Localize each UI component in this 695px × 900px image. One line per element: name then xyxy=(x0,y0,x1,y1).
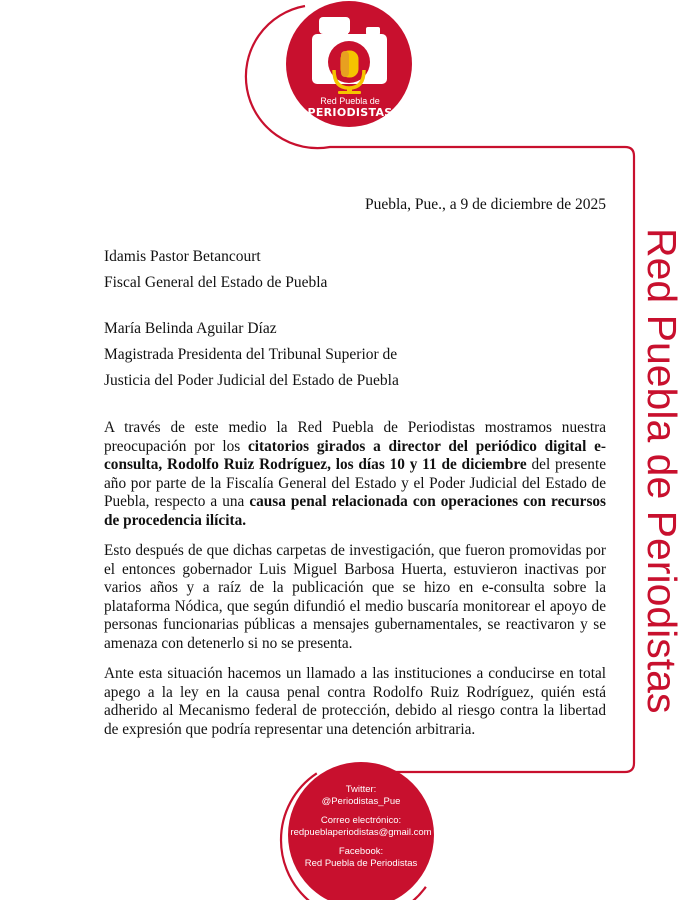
recipient-2-name: María Belinda Aguilar Díaz xyxy=(104,320,277,337)
footer-contact-block xyxy=(286,784,436,869)
recipient-2 xyxy=(104,319,606,390)
vertical-brand-title xyxy=(636,228,686,714)
paragraph-1-bold-b: causa penal relacionada con operaciones con recursos de procedencia ilícita. xyxy=(104,493,607,529)
facebook-link[interactable]: Red Puebla de Periodistas xyxy=(304,857,418,869)
email-label: Correo electrónico: xyxy=(320,815,402,826)
paragraph-2: Esto después de que dichas carpetas de investigación, que fueron promovidas por el entonces gobernador Luis Miguel Barbosa Huerta, estuvieron inactivas por varios años y a raíz de la publicación que se hizo en e-consulta sobre la plataforma Nódica, que según difundió el medio buscaría monitorear el apoyo de personas funcionarias públicas a mensajes gubernamentales, se reactivaron y se amenaza con detenerlo si no se presenta. xyxy=(104,542,606,652)
recipient-1-title: Fiscal General del Estado de Puebla xyxy=(104,274,328,291)
recipient-2-title-line1: Magistrada Presidenta del Tribunal Superior de xyxy=(104,346,398,363)
logo-text-big: PERIODISTAS xyxy=(307,106,393,119)
paragraph-1-bold-a: citatorios girados a director del periódico digital e-consulta, Rodolfo Ruiz Rodríguez, los días 10 y 11 de diciembre xyxy=(104,437,606,473)
paragraph-1 xyxy=(104,419,606,530)
letter-date: Puebla, Pue., a 9 de diciembre de 2025 xyxy=(364,196,606,213)
paragraph-1-text-a: A través de este medio la Red Puebla de Periodistas mostramos nuestra preocupación por los xyxy=(104,419,606,455)
letter-body xyxy=(104,195,606,751)
vertical-brand-title-text: Red Puebla de Periodistas xyxy=(639,228,685,714)
recipient-2-title-line2: Justicia del Poder Judicial del Estado de Puebla xyxy=(104,372,399,389)
facebook-label: Facebook: xyxy=(338,846,384,857)
logo-text-small: Red Puebla de xyxy=(320,96,380,106)
paragraph-3: Ante esta situación hacemos un llamado a las instituciones a conducirse en total apego a la ley en la causa penal contra Rodolfo Ruiz Rodríguez, quién está adherido al Mecanismo federal de protección, debido al riesgo contra la libertad de expresión que podría representar una detención arbitraria. xyxy=(104,665,606,738)
twitter-handle-link[interactable]: @Periodistas_Pue xyxy=(321,795,401,807)
paragraph-1-text-b: del presente año por parte de la Fiscalía General del Estado y el Poder Judicial del Estado de Puebla, respecto a una xyxy=(104,456,606,510)
recipient-1 xyxy=(104,247,606,292)
email-link[interactable]: redpueblaperiodistas@gmail.com xyxy=(290,826,432,838)
twitter-label: Twitter: xyxy=(345,784,377,795)
recipient-1-name: Idamis Pastor Betancourt xyxy=(104,248,261,265)
